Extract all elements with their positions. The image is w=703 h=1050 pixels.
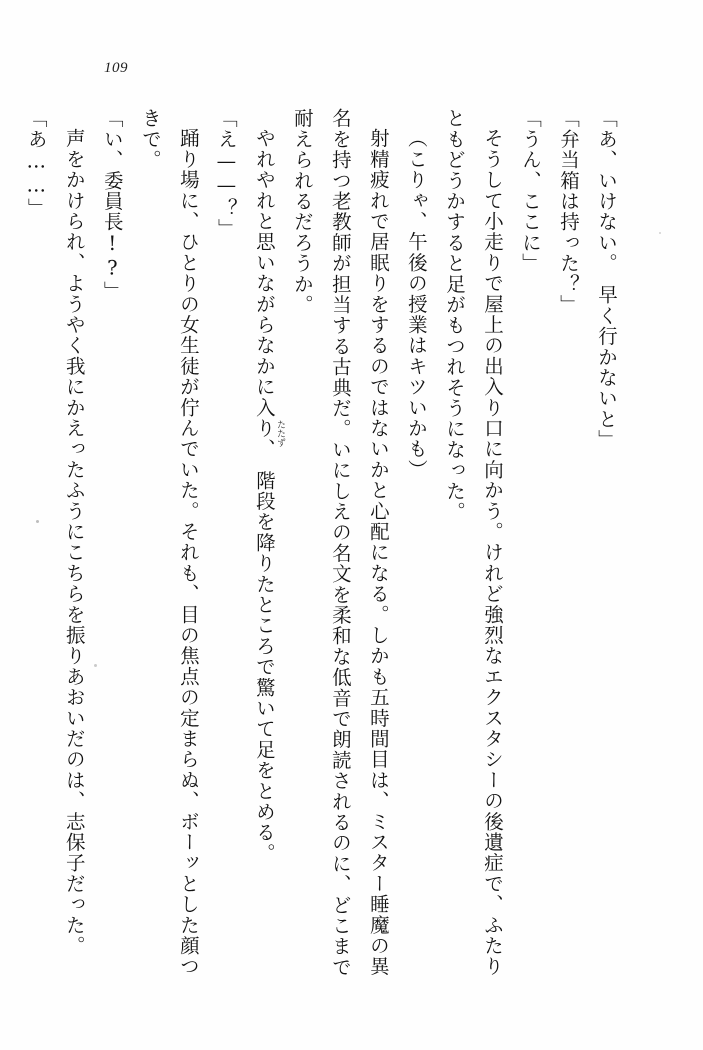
text-line: そうして小走りで屋上の出入り口に向かう。けれど強烈なエクスタシーの後遺症で、ふたりともどうかすると足がもつれそうになった。 bbox=[442, 108, 504, 977]
text-line: 「あ……」 bbox=[24, 108, 48, 219]
text-line: 声をかけられ、ようやく我にかえったふうにこちらを振りあおいだのは、志保子だった。 bbox=[62, 127, 86, 956]
page-speck bbox=[94, 664, 97, 667]
page-speck bbox=[659, 232, 661, 234]
text-line: 射精疲れで居眠りをするのではないかと心配になる。しかも五時間目は、ミスター睡魔の異名を持つ老教師が担当する古典だ。いにしえの名文を柔和な低音で朗読されるのに、どこまで耐えられるだろうか。 bbox=[290, 108, 390, 978]
text-line: 踊り場に、ひとりの女生徒が佇んでいた。それも、目の焦点の定まらぬ、ボーッとした顔つきで。 bbox=[138, 108, 200, 977]
text-line: 「うん、ここに」 bbox=[518, 108, 542, 274]
ruby-annotation: たたず bbox=[276, 420, 286, 447]
text-line: 「弁当箱は持った？」 bbox=[556, 108, 580, 315]
page-number: 109 bbox=[104, 60, 128, 76]
text-line: 「あ、いけない。 早く行かないと」 bbox=[595, 108, 618, 451]
page-speck bbox=[36, 520, 39, 523]
text-line: 「え——？」 bbox=[214, 108, 238, 240]
text-line: （こりゃ、午後の授業はキツいかも） bbox=[404, 127, 428, 480]
text-line: やれやれと思いながらなかに入り、 階段を降りたところで驚いて足をとめる。 bbox=[252, 127, 276, 863]
text-line: 「い、委員長!?」 bbox=[100, 108, 124, 302]
vertical-text-body bbox=[24, 108, 625, 978]
